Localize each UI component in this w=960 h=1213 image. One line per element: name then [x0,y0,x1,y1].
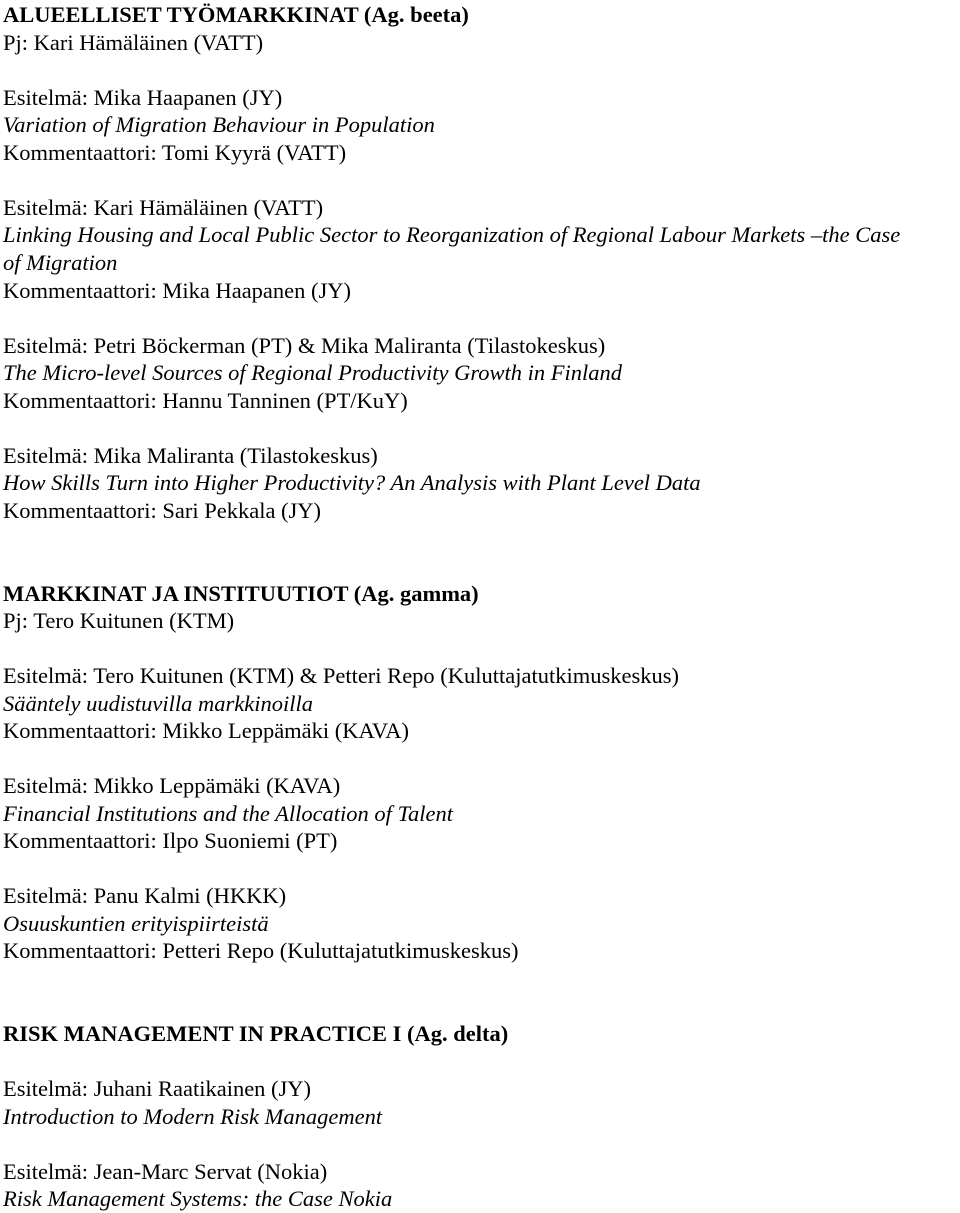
commentator: Kommentaattori: Sari Pekkala (JY) [3,498,322,523]
session-chair: Pj: Kari Hämäläinen (VATT) [3,30,264,55]
commentator: Kommentaattori: Mikko Leppämäki (KAVA) [3,718,409,743]
presenter: Esitelmä: Jean-Marc Servat (Nokia) [3,1159,328,1184]
presenter: Esitelmä: Juhani Raatikainen (JY) [3,1076,312,1101]
presenter: Esitelmä: Mika Haapanen (JY) [3,85,283,110]
presenter: Esitelmä: Panu Kalmi (HKKK) [3,883,287,908]
talk-title: Risk Management Systems: the Case Nokia [3,1186,393,1211]
section-heading: MARKKINAT JA INSTITUUTIOT (Ag. gamma) [3,581,479,606]
talk-title: Osuuskuntien erityispiirteistä [3,911,269,936]
talk-title: How Skills Turn into Higher Productivity? An Analysis with Plant Level Data [3,470,701,495]
commentator: Kommentaattori: Tomi Kyyrä (VATT) [3,140,347,165]
presenter: Esitelmä: Mika Maliranta (Tilastokeskus) [3,443,378,468]
commentator: Kommentaattori: Mika Haapanen (JY) [3,278,352,303]
talk-title: Introduction to Modern Risk Management [3,1104,383,1129]
talk-title: The Micro-level Sources of Regional Productivity Growth in Finland [3,360,623,385]
talk-title-continued: of Migration [3,250,118,275]
presenter: Esitelmä: Petri Böckerman (PT) & Mika Maliranta (Tilastokeskus) [3,333,606,358]
commentator: Kommentaattori: Hannu Tanninen (PT/KuY) [3,388,408,413]
session-chair: Pj: Tero Kuitunen (KTM) [3,608,235,633]
section-heading: RISK MANAGEMENT IN PRACTICE I (Ag. delta) [3,1021,509,1046]
talk-title: Sääntely uudistuvilla markkinoilla [3,691,313,716]
presenter: Esitelmä: Tero Kuitunen (KTM) & Petteri Repo (Kuluttajatutkimuskeskus) [3,663,680,688]
presenter: Esitelmä: Kari Hämäläinen (VATT) [3,195,324,220]
commentator: Kommentaattori: Petteri Repo (Kuluttajatutkimuskeskus) [3,938,519,963]
section-heading: ALUEELLISET TYÖMARKKINAT (Ag. beeta) [3,2,469,27]
presenter: Esitelmä: Mikko Leppämäki (KAVA) [3,773,341,798]
talk-title: Financial Institutions and the Allocation of Talent [3,801,453,826]
commentator: Kommentaattori: Ilpo Suoniemi (PT) [3,828,338,853]
talk-title: Linking Housing and Local Public Sector to Reorganization of Regional Labour Markets –the Case [3,222,901,247]
talk-title: Variation of Migration Behaviour in Population [3,112,435,137]
